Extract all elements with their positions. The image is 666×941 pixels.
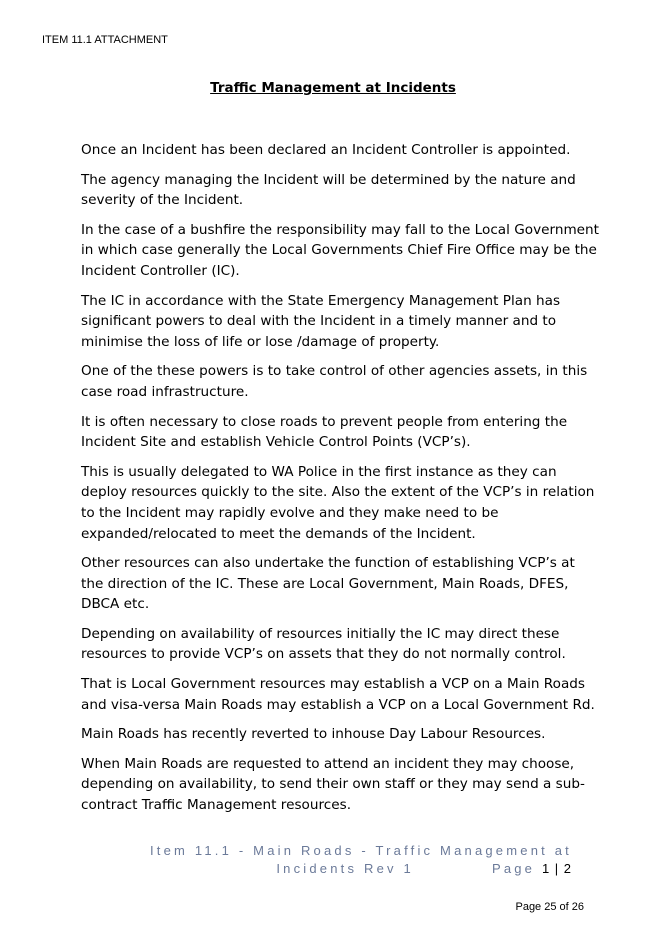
footer-title-line2: Incidents Rev 1 bbox=[276, 861, 414, 876]
footer-page-word: Page bbox=[491, 861, 536, 876]
paragraph: It is often necessary to close roads to prevent people from entering the Incident Site and establish Vehicle Control Points (VCP’s). bbox=[81, 413, 568, 451]
paragraph: Depending on availability of resources initially the IC may direct these resources to provide VCP’s on assets that they do not normally control. bbox=[81, 625, 566, 663]
paragraph: This is usually delegated to WA Police in the first instance as they can deploy resources quickly to the site. Also the extent of the VCP’s in relation to the Incident may rapidly evolve and they make need to be expanded/relocated to meet the demands of the Incident. bbox=[81, 463, 595, 542]
document-title: Traffic Management at Incidents bbox=[210, 80, 456, 96]
paragraph: That is Local Government resources may establish a VCP on a Main Roads and visa-versa Main Roads may establish a VCP on a Local Government Rd. bbox=[81, 676, 595, 713]
page-footer bbox=[140, 842, 572, 878]
paragraph: Other resources can also undertake the function of establishing VCP’s at the direction of the IC. These are Local Government, Main Roads, DFES, DBCA etc. bbox=[81, 555, 575, 613]
paragraph: When Main Roads are requested to attend an incident they may choose, depending on availability, to send their own staff or they may send a sub-contract Traffic Management resources. bbox=[81, 755, 585, 814]
paragraph: The agency managing the Incident will be determined by the nature and severity of the Incident. bbox=[81, 171, 576, 209]
paragraph: Main Roads has recently reverted to inhouse Day Labour Resources. bbox=[81, 726, 546, 743]
page-counter: Page 25 of 26 bbox=[515, 901, 584, 913]
document-body bbox=[81, 140, 601, 825]
paragraph: One of the these powers is to take control of other agencies assets, in this case road infrastructure. bbox=[81, 363, 588, 400]
paragraph: In the case of a bushfire the responsibility may fall to the Local Government in which case generally the Local Governments Chief Fire Office may be the Incident Controller (IC). bbox=[81, 221, 599, 279]
paragraph: The IC in accordance with the State Emergency Management Plan has significant powers to deal with the Incident in a timely manner and to minimise the loss of life or lose /damage of property. bbox=[81, 292, 561, 350]
footer-title-line1: Item 11.1 - Main Roads - Traffic Management at bbox=[149, 843, 572, 858]
paragraph: Once an Incident has been declared an Incident Controller is appointed. bbox=[81, 142, 571, 158]
attachment-label: ITEM 11.1 ATTACHMENT bbox=[42, 34, 168, 46]
footer-page-number: 1 | 2 bbox=[541, 861, 572, 876]
footer-title-line2-row bbox=[140, 860, 572, 878]
